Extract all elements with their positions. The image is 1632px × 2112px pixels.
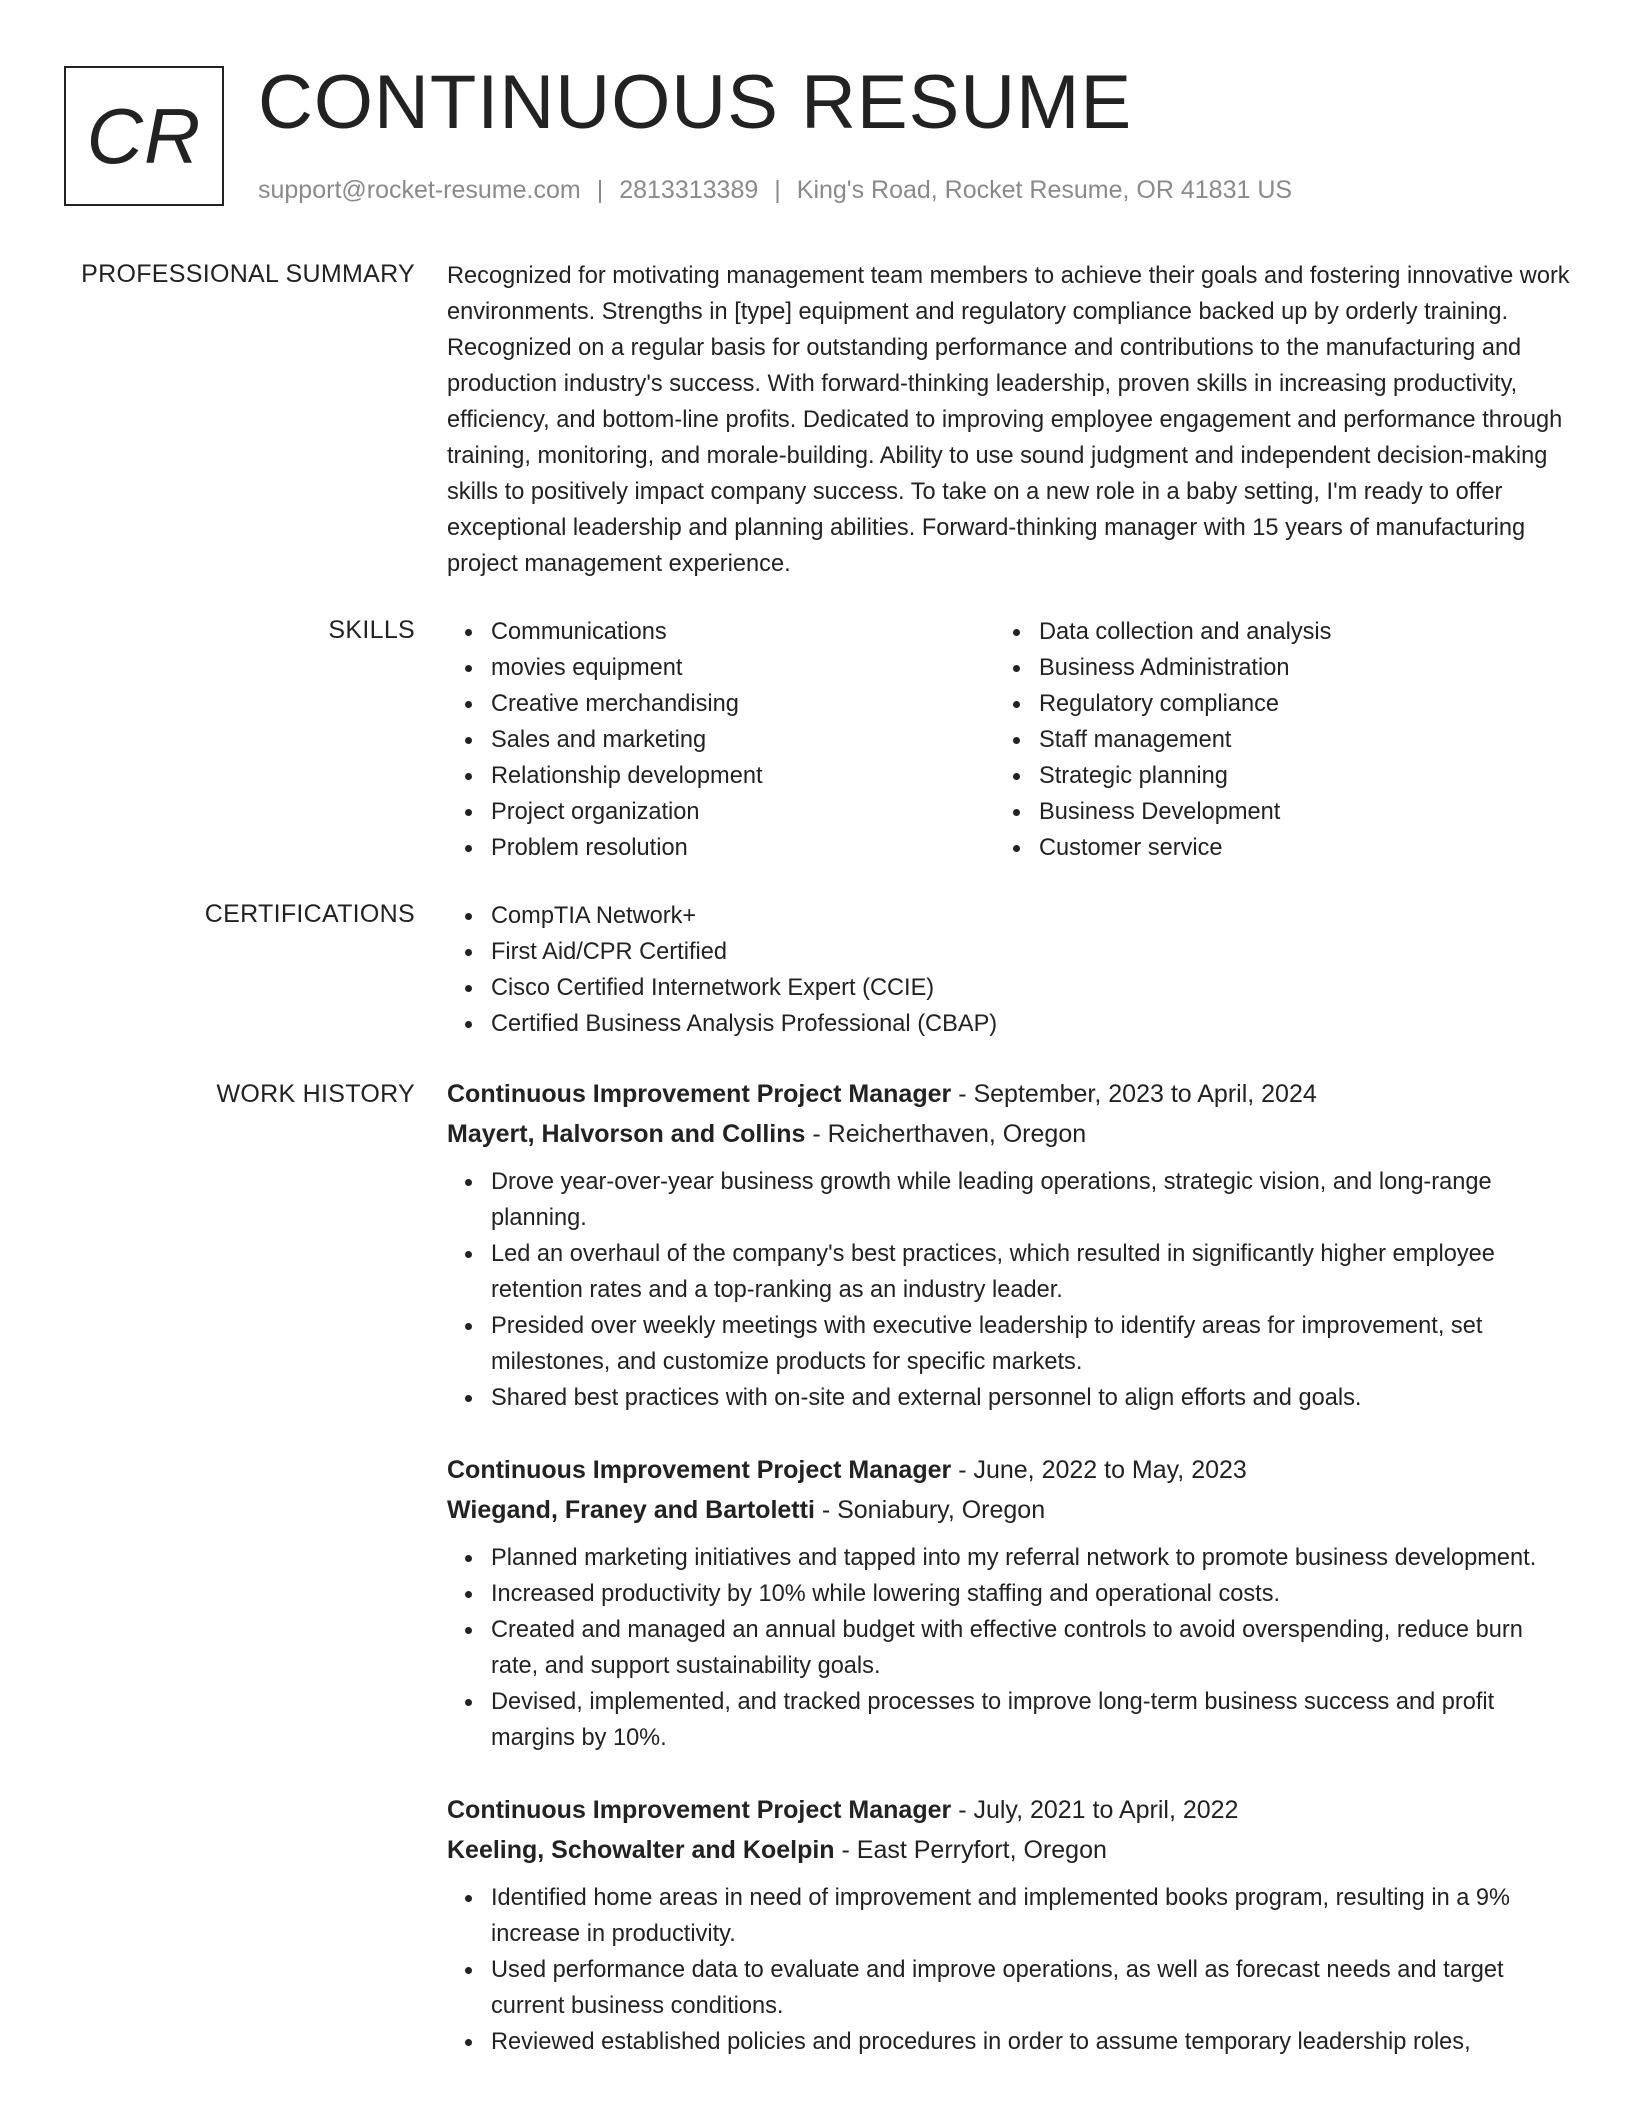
job-location: - Reicherthaven, Oregon <box>805 1120 1087 1148</box>
certifications-list <box>447 898 1572 1042</box>
job-bullet: Reviewed established policies and procedures in order to assume temporary leadership roles, <box>491 2024 1572 2060</box>
contact-line <box>258 174 1292 206</box>
job-bullets <box>447 1164 1572 1416</box>
job-title: Continuous Improvement Project Manager <box>447 1456 952 1484</box>
job-dates: - July, 2021 to April, 2022 <box>951 1796 1239 1824</box>
job-company-line <box>447 1114 1572 1154</box>
job-bullet: Drove year-over-year business growth while leading operations, strategic vision, and long-range planning. <box>491 1164 1572 1236</box>
job-entry <box>447 1074 1572 1416</box>
skill-item: Sales and marketing <box>491 722 995 758</box>
job-title-line <box>447 1074 1572 1114</box>
job-bullet: Created and managed an annual budget with effective controls to avoid overspending, reduce burn rate, and support sustainability goals. <box>491 1612 1572 1684</box>
job-company-line <box>447 1490 1572 1530</box>
skill-item: Project organization <box>491 794 995 830</box>
certification-item: CompTIA Network+ <box>491 898 1572 934</box>
certification-item: Certified Business Analysis Professional (CBAP) <box>491 1006 1572 1042</box>
skills-columns <box>447 614 1572 866</box>
skill-item: Regulatory compliance <box>1039 686 1543 722</box>
job-title-line <box>447 1790 1572 1830</box>
section-heading-work-history: WORK HISTORY <box>216 1080 415 1108</box>
contact-separator: | <box>596 176 604 204</box>
section-heading-certifications: CERTIFICATIONS <box>204 900 415 928</box>
job-entry <box>447 1450 1572 1756</box>
work-history-body <box>447 1074 1572 2094</box>
certification-item: First Aid/CPR Certified <box>491 934 1572 970</box>
summary-body <box>447 258 1572 582</box>
section-heading-skills: SKILLS <box>328 616 415 644</box>
job-title: Continuous Improvement Project Manager <box>447 1796 952 1824</box>
skill-item: Problem resolution <box>491 830 995 866</box>
job-title: Continuous Improvement Project Manager <box>447 1080 952 1108</box>
contact-separator: | <box>774 176 781 204</box>
job-bullet: Identified home areas in need of improvement and implemented books program, resulting in a 9% increase in productivity. <box>491 1880 1572 1952</box>
contact-email: support@rocket-resume.com <box>258 176 581 204</box>
skills-body <box>447 614 1572 866</box>
certification-item: Cisco Certified Internetwork Expert (CCIE) <box>491 970 1572 1006</box>
job-bullet: Presided over weekly meetings with executive leadership to identify areas for improvement, set milestones, and customize products for specific markets. <box>491 1308 1572 1380</box>
skills-column-right <box>995 614 1543 866</box>
job-entry <box>447 1790 1572 2060</box>
skill-item: Staff management <box>1039 722 1543 758</box>
skill-item: Communications <box>491 614 995 650</box>
section-heading-summary: PROFESSIONAL SUMMARY <box>81 260 415 288</box>
job-bullets <box>447 1880 1572 2060</box>
summary-text: Recognized for motivating management team members to achieve their goals and fostering innovative work environments. Strengths in [type] equipment and regulatory compliance backed up by orderly training. Recognized on a regular basis for outstanding performance and contributions to the manufacturing and production industry's success. With forward-thinking leadership, proven skills in increasing productivity, efficiency, and bottom-line profits. Dedicated to improving employee engagement and performance through training, monitoring, and morale-building. Ability to use sound judgment and independent decision-making skills to positively impact company success. To take on a new role in a baby setting, I'm ready to offer exceptional leadership and planning abilities. Forward-thinking manager with 15 years of manufacturing project management experience. <box>447 263 1570 577</box>
job-title-line <box>447 1450 1572 1490</box>
monogram-text: CR <box>86 91 202 180</box>
job-location: - East Perryfort, Oregon <box>834 1836 1107 1864</box>
job-dates: - September, 2023 to April, 2024 <box>951 1080 1317 1108</box>
job-dates: - June, 2022 to May, 2023 <box>951 1456 1247 1484</box>
job-company: Mayert, Halvorson and Collins <box>447 1120 806 1148</box>
skills-column-left <box>447 614 995 866</box>
job-location: - Soniabury, Oregon <box>814 1496 1046 1524</box>
skills-list-left <box>447 614 995 866</box>
skill-item: Customer service <box>1039 830 1543 866</box>
certifications-body <box>447 898 1572 1042</box>
skill-item: Relationship development <box>491 758 995 794</box>
job-bullet: Led an overhaul of the company's best practices, which resulted in significantly higher employee retention rates and a top-ranking as an industry leader. <box>491 1236 1572 1308</box>
candidate-name: CONTINUOUS RESUME <box>258 60 1133 145</box>
skill-item: movies equipment <box>491 650 995 686</box>
job-company-line <box>447 1830 1572 1870</box>
job-bullets <box>447 1540 1572 1756</box>
job-bullet: Increased productivity by 10% while lowering staffing and operational costs. <box>491 1576 1572 1612</box>
job-company: Keeling, Schowalter and Koelpin <box>447 1836 835 1864</box>
skill-item: Business Administration <box>1039 650 1543 686</box>
skill-item: Creative merchandising <box>491 686 995 722</box>
contact-phone: 2813313389 <box>619 176 759 204</box>
job-bullet: Devised, implemented, and tracked processes to improve long-term business success and profit margins by 10%. <box>491 1684 1572 1756</box>
job-company: Wiegand, Franey and Bartoletti <box>447 1496 815 1524</box>
job-bullet: Shared best practices with on-site and external personnel to align efforts and goals. <box>491 1380 1572 1416</box>
contact-address: King's Road, Rocket Resume, OR 41831 US <box>796 176 1293 204</box>
monogram-logo <box>64 66 224 206</box>
skill-item: Strategic planning <box>1039 758 1543 794</box>
job-bullet: Used performance data to evaluate and improve operations, as well as forecast needs and target current business conditions. <box>491 1952 1572 2024</box>
skill-item: Data collection and analysis <box>1039 614 1543 650</box>
job-bullet: Planned marketing initiatives and tapped into my referral network to promote business development. <box>491 1540 1572 1576</box>
skill-item: Business Development <box>1039 794 1543 830</box>
skills-list-right <box>995 614 1543 866</box>
